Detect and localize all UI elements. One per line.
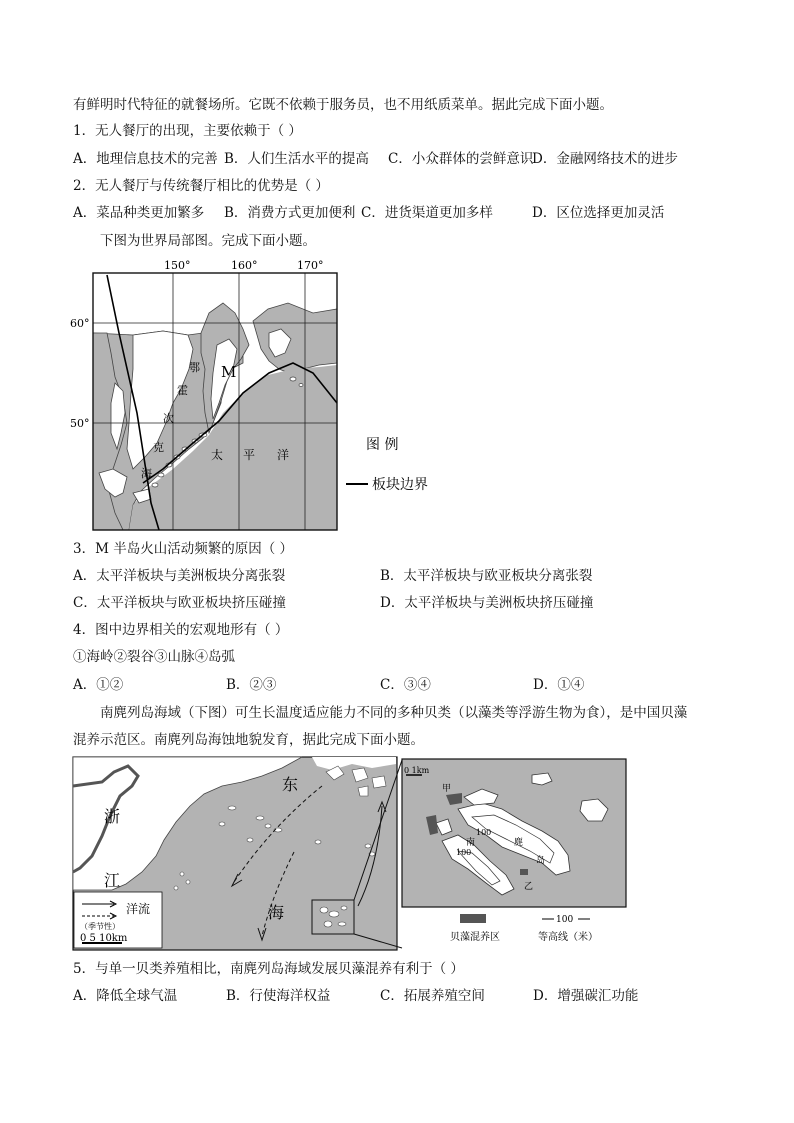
- island-char-3: 岛: [536, 856, 546, 866]
- q1-option-d[interactable]: D．金融网络技术的进步: [532, 151, 678, 167]
- label-hai: 海: [268, 903, 285, 922]
- q4-option-a[interactable]: A．①②: [73, 677, 124, 693]
- lat-label-60: 60°: [70, 317, 90, 330]
- q4-option-d[interactable]: D．①④: [533, 677, 585, 693]
- island-char-2: 麂: [514, 838, 524, 848]
- q1-option-a[interactable]: A．地理信息技术的完善: [73, 151, 218, 167]
- question-1-stem: 1．无人餐厅的出现，主要依赖于（ ）: [73, 123, 302, 139]
- question-5-stem: 5．与单一贝类养殖相比，南麂列岛海域发展贝藻混养有利于（ ）: [73, 961, 464, 977]
- farm-zone-yi: [520, 869, 528, 875]
- lon-label-170: 170°: [297, 259, 324, 272]
- sea-char-2: 霍: [177, 384, 188, 397]
- map1-legend-title: 图 例: [366, 437, 399, 453]
- legend-seasonal: （季节性）: [80, 922, 120, 931]
- q2-option-a[interactable]: A．菜品种类更加繁多: [73, 205, 205, 221]
- lat-label-50: 50°: [70, 417, 90, 430]
- q5-option-b[interactable]: B．行使海洋权益: [226, 988, 331, 1004]
- sea-char-1: 鄂: [189, 361, 200, 374]
- q2-option-c[interactable]: C．进货渠道更加多样: [361, 205, 493, 221]
- q4-option-c[interactable]: C．③④: [380, 677, 431, 693]
- label-zhe: 浙: [104, 807, 121, 826]
- passage-line-1: 南麂列岛海域（下图）可生长温度适应能力不同的多种贝类（以藻类等浮游生物为食），是中国贝藻: [100, 705, 688, 721]
- scale-bar-text: 0 5 10km: [80, 933, 128, 944]
- map1-intro: 下图为世界局部图。完成下面小题。: [100, 233, 316, 249]
- q1-option-b[interactable]: B．人们生活水平的提高: [224, 151, 369, 167]
- lon-label-150: 150°: [164, 259, 191, 272]
- q2-option-b[interactable]: B．消费方式更加便利: [224, 205, 356, 221]
- inset-scale: 0 1km: [404, 766, 430, 775]
- world-partial-map: [60, 255, 460, 540]
- q3-option-c[interactable]: C．太平洋板块与欧亚板块挤压碰撞: [73, 595, 286, 611]
- q3-option-a[interactable]: A．太平洋板块与美洲板块分离张裂: [73, 568, 286, 584]
- question-4-stem: 4．图中边界相关的宏观地形有（ ）: [73, 622, 289, 638]
- question-3-stem: 3．M 半岛火山活动频繁的原因（ ）: [73, 541, 293, 557]
- q5-option-a[interactable]: A．降低全球气温: [73, 988, 178, 1004]
- map1-legend-item: 板块边界: [372, 477, 428, 493]
- label-dong: 东: [282, 775, 299, 794]
- q4-option-b[interactable]: B．②③: [226, 677, 277, 693]
- inset-label-jia: 甲: [442, 784, 452, 794]
- q2-option-d[interactable]: D．区位选择更加灵活: [532, 205, 665, 221]
- q3-option-d[interactable]: D．太平洋板块与美洲板块挤压碰撞: [380, 595, 594, 611]
- label-jiang: 江: [104, 871, 121, 890]
- sea-char-4: 克: [153, 441, 164, 454]
- q5-option-c[interactable]: C．拓展养殖空间: [380, 988, 485, 1004]
- intro-line: 有鲜明时代特征的就餐场所。它既不依赖于服务员，也不用纸质菜单。据此完成下面小题。: [73, 97, 613, 113]
- ocean-char-3: 洋: [277, 448, 290, 462]
- inset-label-yi: 乙: [524, 882, 534, 892]
- contour-label-b: 100: [456, 848, 472, 857]
- ocean-char-2: 平: [243, 448, 256, 462]
- legend-current: 洋流: [126, 902, 151, 916]
- contour-label-a: 100: [476, 828, 492, 837]
- legend-contour-sample: 100: [556, 915, 574, 925]
- lon-label-160: 160°: [231, 259, 258, 272]
- q3-option-b[interactable]: B．太平洋板块与欧亚板块分离张裂: [380, 568, 593, 584]
- nanji-islands-map: [72, 756, 628, 952]
- sea-char-3: 次: [163, 412, 174, 425]
- q5-option-d[interactable]: D．增强碳汇功能: [533, 988, 639, 1004]
- label-M: M: [221, 363, 237, 381]
- passage-line-2: 混养示范区。南麂列岛海蚀地貌发育，据此完成下面小题。: [73, 732, 424, 748]
- ocean-char-1: 太: [211, 448, 224, 462]
- legend-farm: 贝藻混养区: [450, 932, 500, 943]
- question-4-choices: ①海岭②裂谷③山脉④岛弧: [73, 649, 235, 665]
- sea-char-5: 海: [141, 467, 152, 480]
- island-char-1: 南: [466, 838, 476, 848]
- question-2-stem: 2．无人餐厅与传统餐厅相比的优势是（ ）: [73, 178, 329, 194]
- q1-option-c[interactable]: C．小众群体的尝鲜意识: [388, 151, 534, 167]
- legend-contour: 等高线（米）: [538, 932, 598, 943]
